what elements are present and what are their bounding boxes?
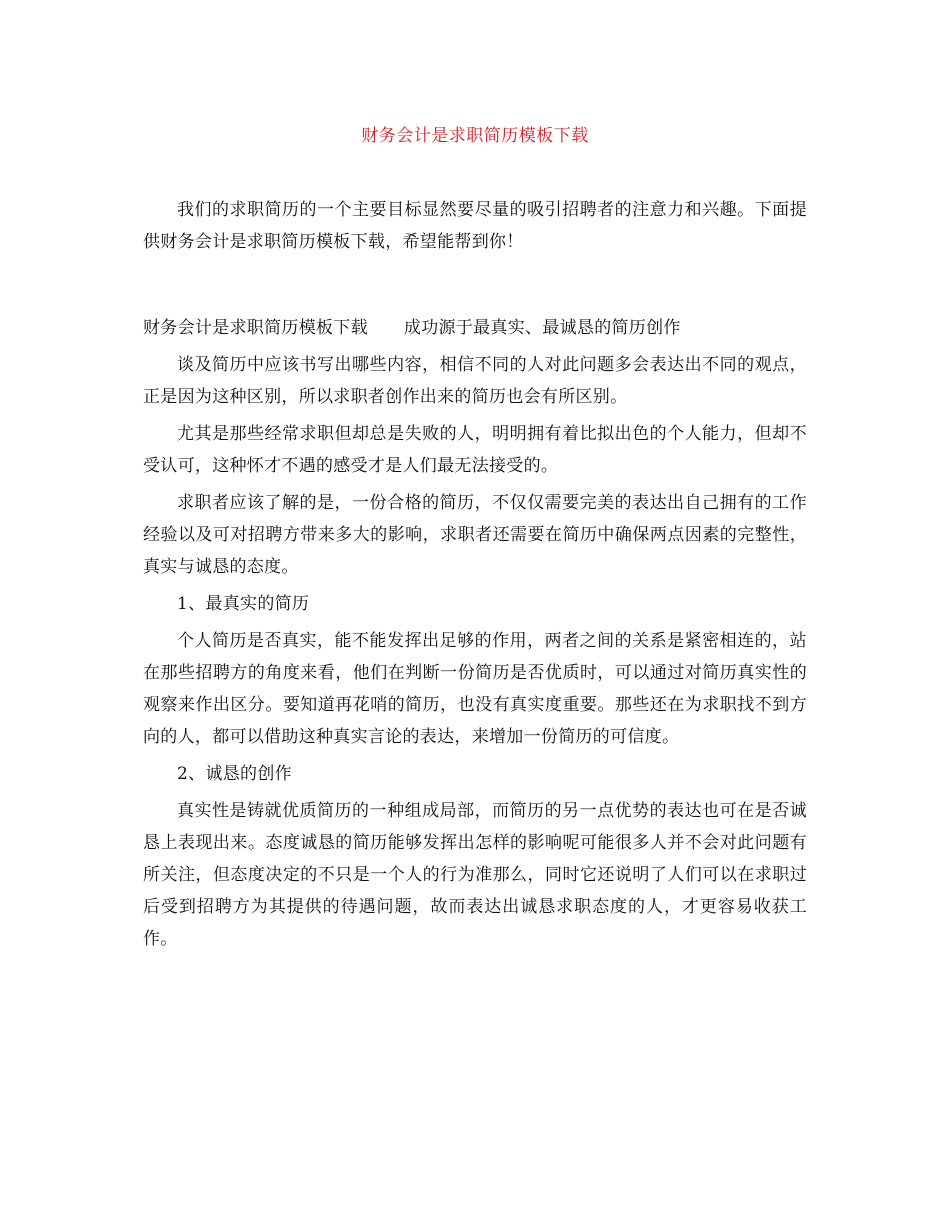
- body-paragraph: 谈及简历中应该书写出哪些内容，相信不同的人对此问题多会表达出不同的观点，正是因为这种区别，所以求职者创作出来的简历也会有所区别。: [143, 355, 807, 407]
- document-title: 财务会计是求职简历模板下载: [361, 126, 589, 146]
- section-heading: [143, 312, 807, 344]
- section-heading-left: 财务会计是求职简历模板下载: [143, 318, 368, 338]
- document-body: [143, 194, 807, 960]
- body-paragraph: 求职者应该了解的是，一份合格的简历，不仅仅需要完美的表达出自己拥有的工作经验以及可对招聘方带来多大的影响，求职者还需要在简历中确保两点因素的完整性，真实与诚恳的态度。: [143, 493, 807, 577]
- intro-paragraph: 我们的求职简历的一个主要目标显然要尽量的吸引招聘者的注意力和兴趣。下面提供财务会计是求职简历模板下载，希望能帮到你！: [143, 200, 807, 252]
- body-paragraph: 尤其是那些经常求职但却总是失败的人，明明拥有着比拟出色的个人能力，但却不受认可，这种怀才不遇的感受才是人们最无法接受的。: [143, 424, 807, 476]
- subheading-sincere-creation: 2、诚恳的创作: [177, 764, 292, 784]
- subheading-true-resume: 1、最真实的简历: [177, 594, 310, 614]
- body-paragraph: 个人简历是否真实，能不能发挥出足够的作用，两者之间的关系是紧密相连的，站在那些招聘方的角度来看，他们在判断一份简历是否优质时，可以通过对简历真实性的观察来作出区分。要知道再花哨的简历，也没有真实度重要。那些还在为求职找不到方向的人，都可以借助这种真实言论的表达，来增加一份简历的可信度。: [143, 631, 807, 747]
- section-heading-right: 成功源于最真实、最诚恳的简历创作: [403, 318, 681, 338]
- body-paragraph: 真实性是铸就优质简历的一种组成局部，而简历的另一点优势的表达也可在是否诚恳上表现出来。态度诚恳的简历能够发挥出怎样的影响呢可能很多人并不会对此问题有所关注，但态度决定的不只是一个人的行为准那么，同时它还说明了人们可以在求职过后受到招聘方为其提供的待遇问题，故而表达出诚恳求职态度的人，才更容易收获工作。: [143, 801, 807, 949]
